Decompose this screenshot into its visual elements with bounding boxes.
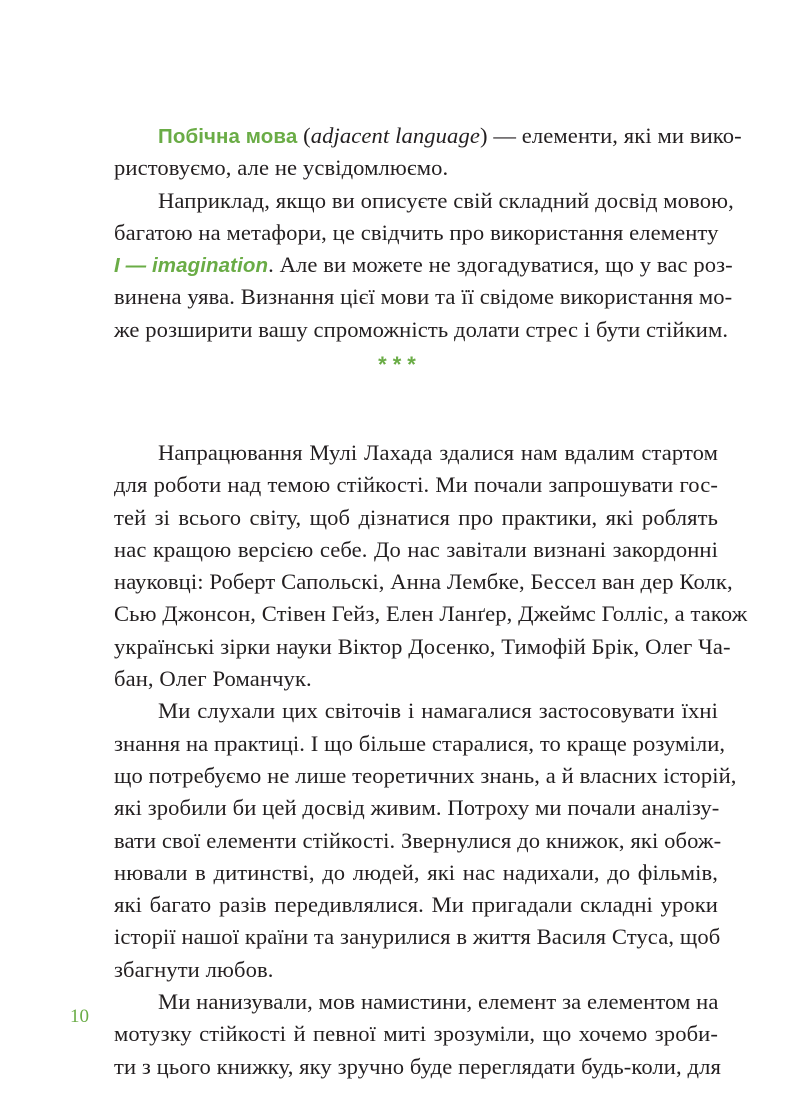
paragraph-line: Ми нанизували, мов намистини, елемент за елементом на [158, 989, 719, 1015]
definition-line-2: ристовуємо, але не усвідомлюємо. [114, 155, 449, 181]
paragraph-line: які зробили би цей досвід живим. Потроху ми почали аналізу- [114, 795, 720, 821]
paragraph-line: знання на практиці. І що більше старалися, то краще розуміли, [114, 730, 726, 756]
example-line-3: I — imagination. Але ви можете не здогадуватися, що у вас роз- [114, 252, 733, 278]
paragraph-line: збагнути любов. [114, 956, 274, 982]
paragraph-line: що потребуємо не лише теоретичних знань, а й власних історій, [114, 762, 737, 788]
paragraph-line: історії нашої країни та занурилися в життя Василя Стуса, щоб [114, 924, 721, 950]
example-line-4: винена уява. Визнання цієї мови та її свідоме використання мо- [114, 284, 733, 310]
paragraph-line: Сью Джонсон, Стівен Гейз, Елен Ланґер, Джеймс Голліс, а також [114, 601, 748, 627]
paragraph-line: для роботи над темою стійкості. Ми почали запрошувати гос- [114, 472, 718, 498]
term-english: adjacent language [310, 123, 480, 148]
paragraph-line: ти з цього книжку, яку зручно буде переглядати будь-коли, для [114, 1053, 721, 1079]
definition-line-1: Побічна мова (adjacent language) — елементи, які ми вико- [158, 123, 742, 148]
paragraph-line: які багато разів передивлялися. Ми пригадали складні уроки [114, 892, 718, 918]
example-line-1: Наприклад, якщо ви описуєте свій складний досвід мовою, [158, 187, 734, 213]
example-line-2: багатою на метафори, це свідчить про використання елементу [114, 219, 719, 245]
paragraph-line: науковці: Роберт Сапольскі, Анна Лембке, Бессел ван дер Колк, [114, 569, 733, 595]
paragraph-line: Напрацювання Мулі Лахада здалися нам вдалим стартом [158, 440, 718, 465]
paragraph-line: вати свої елементи стійкості. Звернулися до книжок, які обож- [114, 827, 722, 853]
paragraph-line: Ми слухали цих світочів і намагалися застосовувати їхні [158, 698, 718, 724]
body-section [114, 437, 748, 1083]
paragraph-beads [114, 986, 721, 1083]
paragraph-work [114, 437, 748, 695]
paragraph-line: бан, Олег Романчук. [114, 666, 312, 692]
paragraph-line: мотузку стійкості й певної миті зрозуміли, що хочемо зроби- [114, 1021, 718, 1047]
paragraph-line: нас кращою версією себе. До нас завітали визнані закордонні [114, 536, 718, 562]
paragraph-line: українські зірки науки Віктор Досенко, Тимофій Брік, Олег Ча- [114, 633, 731, 659]
example-line-5: же розширити вашу спроможність долати стрес і бути стійким. [114, 316, 729, 342]
element-name: I — imagination [114, 254, 269, 278]
paragraph-line: тей зі всього світу, щоб дізнатися про практики, які роблять [114, 504, 718, 530]
definition-section [114, 120, 742, 346]
paragraph-listening [114, 695, 737, 986]
paragraph-line: нювали в дитинстві, до людей, які нас надихали, до фільмів, [114, 859, 718, 885]
page-number: 10 [70, 1006, 89, 1027]
section-divider: *** [378, 352, 422, 377]
defined-term: Побічна мова [158, 125, 298, 148]
